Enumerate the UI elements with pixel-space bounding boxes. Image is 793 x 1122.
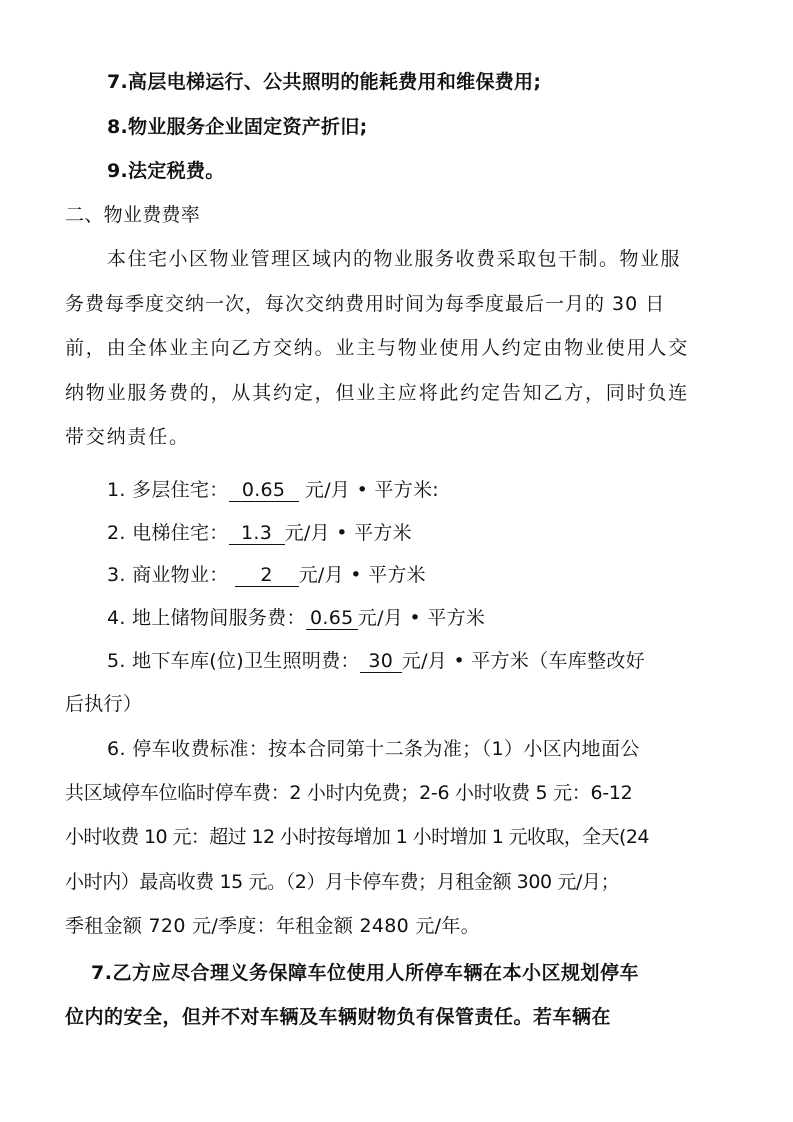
- rate-unit: 元/月 • 平方米:: [304, 479, 440, 501]
- parking-paragraph-line: 6. 停车收费标准：按本合同第十二条为准；（1）小区内地面公: [107, 738, 640, 760]
- rate-label: 4. 地上储物间服务费：: [107, 607, 306, 629]
- rate-item: [107, 478, 439, 502]
- rate-value: 30: [360, 650, 402, 673]
- rate-label: 5. 地下车库(位)卫生照明费：: [107, 650, 360, 672]
- fee-paragraph-line: 务费每季度交纳一次，每次交纳费用时间为每季度最后一月的 30 日: [65, 293, 666, 315]
- cost-item-8: 8.物业服务企业固定资产折旧;: [107, 116, 368, 138]
- parking-paragraph-line: 小时内）最高收费 15 元。（2）月卡停车费；月租金额 300 元/月；: [65, 871, 620, 893]
- fee-paragraph-line: 前，由全体业主向乙方交纳。业主与物业使用人约定由物业使用人交: [65, 337, 690, 359]
- rate-value: 1.3: [229, 522, 285, 545]
- vehicle-security-line: 7.乙方应尽合理义务保障车位使用人所停车辆在本小区规划停车: [91, 962, 639, 984]
- rate-item: [107, 606, 485, 630]
- rate-item: [107, 563, 426, 587]
- fee-paragraph-line: 本住宅小区物业管理区域内的物业服务收费采取包干制。物业服: [107, 248, 682, 270]
- rate-unit: 元/月 • 平方米: [357, 607, 486, 629]
- parking-paragraph-line: 季租金额 720 元/季度：年租金额 2480 元/年。: [65, 915, 480, 937]
- fee-paragraph-line: 纳物业服务费的，从其约定，但业主应将此约定告知乙方，同时负连: [65, 382, 690, 404]
- rate-item-continuation: 后执行）: [65, 693, 143, 715]
- rate-label: 2. 电梯住宅：: [107, 522, 229, 544]
- section-heading: 二、物业费费率: [65, 204, 201, 226]
- rate-unit: 元/月 • 平方米: [284, 522, 412, 544]
- rate-unit: 元/月 • 平方米（车库整改好: [401, 650, 645, 672]
- rate-value: 2: [235, 564, 299, 587]
- rate-item: [107, 521, 412, 545]
- cost-item-9: 9.法定税费。: [107, 160, 225, 182]
- parking-paragraph-line: 共区域停车位临时停车费：2 小时内免费；2-6 小时收费 5 元：6-12: [65, 782, 633, 804]
- rate-value: 0.65: [229, 479, 299, 502]
- rate-label: 3. 商业物业：: [107, 564, 229, 586]
- rate-unit: 元/月 • 平方米: [298, 564, 426, 586]
- rate-label: 1. 多层住宅：: [107, 479, 229, 501]
- fee-paragraph-line: 带交纳责任。: [65, 426, 190, 448]
- rate-item: [107, 649, 645, 673]
- rate-value: 0.65: [306, 607, 358, 630]
- cost-item-7: 7.高层电梯运行、公共照明的能耗费用和维保费用;: [107, 71, 542, 93]
- vehicle-security-line: 位内的安全，但并不对车辆及车辆财物负有保管责任。若车辆在: [65, 1006, 612, 1028]
- parking-paragraph-line: 小时收费 10 元：超过 12 小时按每增加 1 小时增加 1 元收取，全天(24: [65, 826, 649, 848]
